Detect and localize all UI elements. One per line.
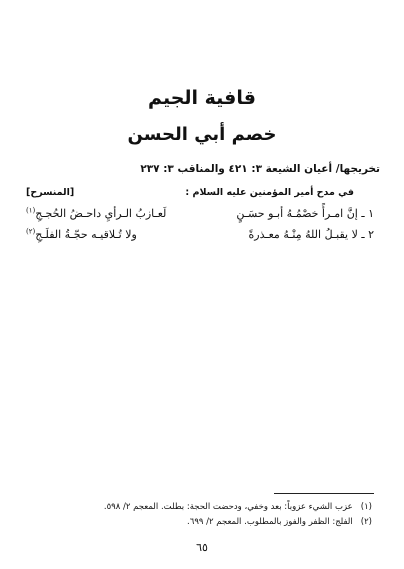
verse-second-hemistich [26,205,166,223]
footnote [22,500,372,514]
occasion-text: في مدح أمير المؤمنين عليه السلام : [185,187,354,198]
footnote-ref[interactable]: (٢) [26,227,36,236]
footnote-separator [274,493,374,494]
verse-second-text: لَعـازبُ الـرأيِ داحـضُ الحُجـجِ [35,207,167,220]
occasion-row [26,185,354,201]
meter-label: [المنسرح] [26,187,75,198]
verse-second-hemistich [26,226,137,244]
verse-line [26,205,374,223]
footnote-text: الفلج: الظفر والفوز بالمطلوب. المعجم ٢/ ٦٩٩. [187,517,353,527]
chapter-title: قافية الجيم [148,87,256,109]
verse-first-hemistich: ٢ ـ لا يقبـلُ اللهُ مِنْـهُ معـذرةً [248,228,374,241]
footnote-number: (١) [360,502,372,512]
footnote [22,515,372,529]
footnote-ref[interactable]: (١) [26,206,36,215]
page-number: ٦٥ [196,541,208,554]
verse-line [26,226,374,244]
sources-line: تخريجها/ أعيان الشيعة ٣: ٤٢١ والمناقب ٣: ٢٣٧ [140,163,380,175]
verse-first-hemistich: ١ ـ إنَّ امـرأً خصْمُـهُ أبـو حسَـنٍ [236,207,374,220]
verse-second-text: ولا تُـلاقيـه حجّـةُ الفلَـجِ [35,228,137,241]
footnote-text: عزب الشيء عزوباً: بعد وخفي، ودحضت الحجة: بطلت. المعجم ٢/ ٥٩٨. [103,502,353,512]
poem-title: خصم أبي الحسن [127,124,277,145]
footnote-number: (٢) [360,517,372,527]
